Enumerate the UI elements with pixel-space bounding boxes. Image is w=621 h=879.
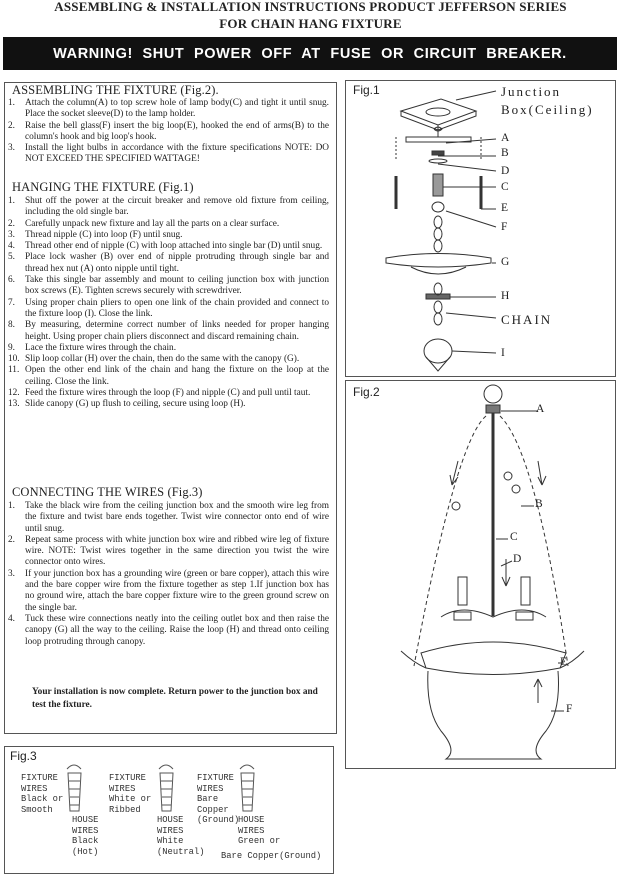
list-item: 2. Raise the bell glass(F) insert the big loop(E), hooked the end of arms(B) to the column's hook and big loop's hook. [8, 120, 329, 142]
bell-glass [428, 671, 559, 759]
list-item: 10. Slip loop collar (H) over the chain, then do the same with the canopy (G). [8, 354, 300, 365]
hanging-title: HANGING THE FIXTURE (Fig.1) [12, 180, 194, 194]
instructions-panel [4, 82, 337, 734]
list-item: 3. If your junction box has a grounding wire (green or bare copper), attach this wire and the bare copper wire from the fixture together as step 1.If junction box has no ground wire, attach the bare copper fixture wire to the green ground screw on the single bar. [8, 568, 329, 613]
list-item: 2. Repeat same process with white junction box wire and ribbed wire leg of fixture wire. NOTE: Twist wires together in the same direction you twist the wire connector onto wires. [8, 534, 329, 568]
fig2-part-d: D [513, 553, 522, 565]
fig2-illustration [346, 381, 615, 768]
list-item: 4. Thread other end of nipple (C) with loop attached into single bar (D) until snug. [8, 241, 323, 252]
connecting-title: CONNECTING THE WIRES (Fig.3) [12, 485, 203, 499]
fig1-part-f: F [501, 221, 508, 233]
list-item: 12. Feed the fixture wires through the loop (F) and nipple (C) and pull until taut. [8, 388, 311, 399]
fig1-part-g: G [501, 256, 510, 268]
fig1-illustration [346, 81, 615, 376]
fig1-label: Fig.1 [353, 83, 380, 97]
list-item: 11. Open the other end link of the chain and hang the fixture on the loop at the ceiling. Close the link. [8, 365, 329, 387]
fig3-label: Fig.3 [10, 749, 37, 763]
big-loop [421, 642, 566, 675]
junction-label-1: Junction [501, 84, 562, 99]
list-item: 9. Lace the fixture wires through the chain. [8, 342, 177, 353]
fig2-part-b: B [535, 498, 544, 510]
fig2-panel [345, 380, 616, 769]
fixture-wires-1: FIXTURE WIRES Black or Smooth [21, 773, 64, 815]
fig2-label: Fig.2 [353, 385, 380, 399]
house-wires-3: HOUSE WIRES Green or [238, 815, 281, 846]
list-item: 3. Thread nipple (C) into loop (F) until snug. [8, 229, 183, 240]
list-item: 4. Tuck these wire connections neatly into the ceiling outlet box and then raise the canopy (G) all the way to the ceiling. Raise the loop (H) and thread onto ceiling loop protruding through canopy. [8, 613, 329, 647]
top-ring [484, 385, 502, 403]
junction-box [401, 99, 476, 125]
house-wires-1: HOUSE WIRES Black (Hot) [72, 815, 99, 857]
list-item: 6. Take this single bar assembly and mount to ceiling junction box with junction box screws (E). Tighten screws securely with screwdriver. [8, 275, 329, 297]
fig1-part-h: H [501, 290, 510, 302]
list-item: 3. Install the light bulbs in accordance with the fixture specifications NOTE: DO NOT EXCEED THE SPECIFIED WATTAGE! [8, 143, 329, 165]
fig2-part-c: C [510, 531, 519, 543]
list-item: 13. Slide canopy (G) up flush to ceiling, secure using loop (H). [8, 399, 246, 410]
fig1-part-b: B [501, 147, 510, 159]
fig2-part-a: A [536, 403, 545, 415]
connecting-list [8, 501, 329, 648]
fig1-part-chain: CHAIN [501, 312, 553, 327]
fig1-part-a: A [501, 132, 510, 144]
list-item: 8. By measuring, determine correct number of links needed for proper hanging height. Using proper chain pliers disconnect and discard remaining chain. [8, 320, 329, 342]
canopy [386, 254, 491, 268]
fig1-part-c: C [501, 181, 510, 193]
fig2-part-e: E [560, 656, 568, 668]
doc-title: ASSEMBLING & INSTALLATION INSTRUCTIONS PRODUCT JEFFERSON SERIES [54, 0, 567, 14]
list-item: 1. Attach the column(A) to top screw hole of lamp body(C) and tight it until snug. Place the socket sleeve(D) to the lamp holder. [8, 98, 329, 120]
fig1-panel [345, 80, 616, 377]
assembling-title: ASSEMBLING THE FIXTURE (Fig.2). [12, 83, 219, 97]
fig1-part-e: E [501, 202, 509, 214]
fig1-part-i: I [501, 347, 506, 359]
warning-banner: WARNING! SHUT POWER OFF AT FUSE OR CIRCUIT BREAKER. [3, 37, 617, 70]
fig2-part-f: F [566, 703, 573, 715]
list-item: 1. Shut off the power at the circuit breaker and remove old fixture from ceiling, including the old single bar. [8, 196, 329, 218]
fig1-part-d: D [501, 165, 510, 177]
house-wires-3-ground: Bare Copper(Ground) [221, 851, 322, 861]
completion-note: Your installation is now complete. Return power to the junction box and test the fixture. [32, 687, 318, 710]
hanging-list [8, 196, 329, 411]
doc-subtitle: FOR CHAIN HANG FIXTURE [219, 16, 402, 31]
list-item: 7. Using proper chain pliers to open one link of the chain provided and connect to the fixture loop (I). Close the link. [8, 297, 329, 319]
junction-label-2: Box(Ceiling) [501, 102, 594, 117]
arm-left [414, 416, 486, 666]
fixture-wires-2: FIXTURE WIRES White or Ribbed [109, 773, 152, 815]
fixture-wires-3: FIXTURE WIRES Bare Copper (Ground) [197, 773, 240, 825]
list-item: 5. Place lock washer (B) over end of nipple protruding through single bar and thread hex nut (A) onto nipple until tight. [8, 252, 329, 274]
single-bar [406, 137, 471, 142]
list-item: 2. Carefully unpack new fixture and lay all the parts on a clear surface. [8, 218, 280, 229]
fig3-panel [4, 746, 334, 874]
house-wires-2: HOUSE WIRES White (Neutral) [157, 815, 205, 857]
list-item: 1. Take the black wire from the ceiling junction box and the smooth wire leg from the fixture and twist bare ends together. Twist wire connector onto end of wire until snug. [8, 501, 329, 534]
assembling-list [8, 98, 329, 166]
